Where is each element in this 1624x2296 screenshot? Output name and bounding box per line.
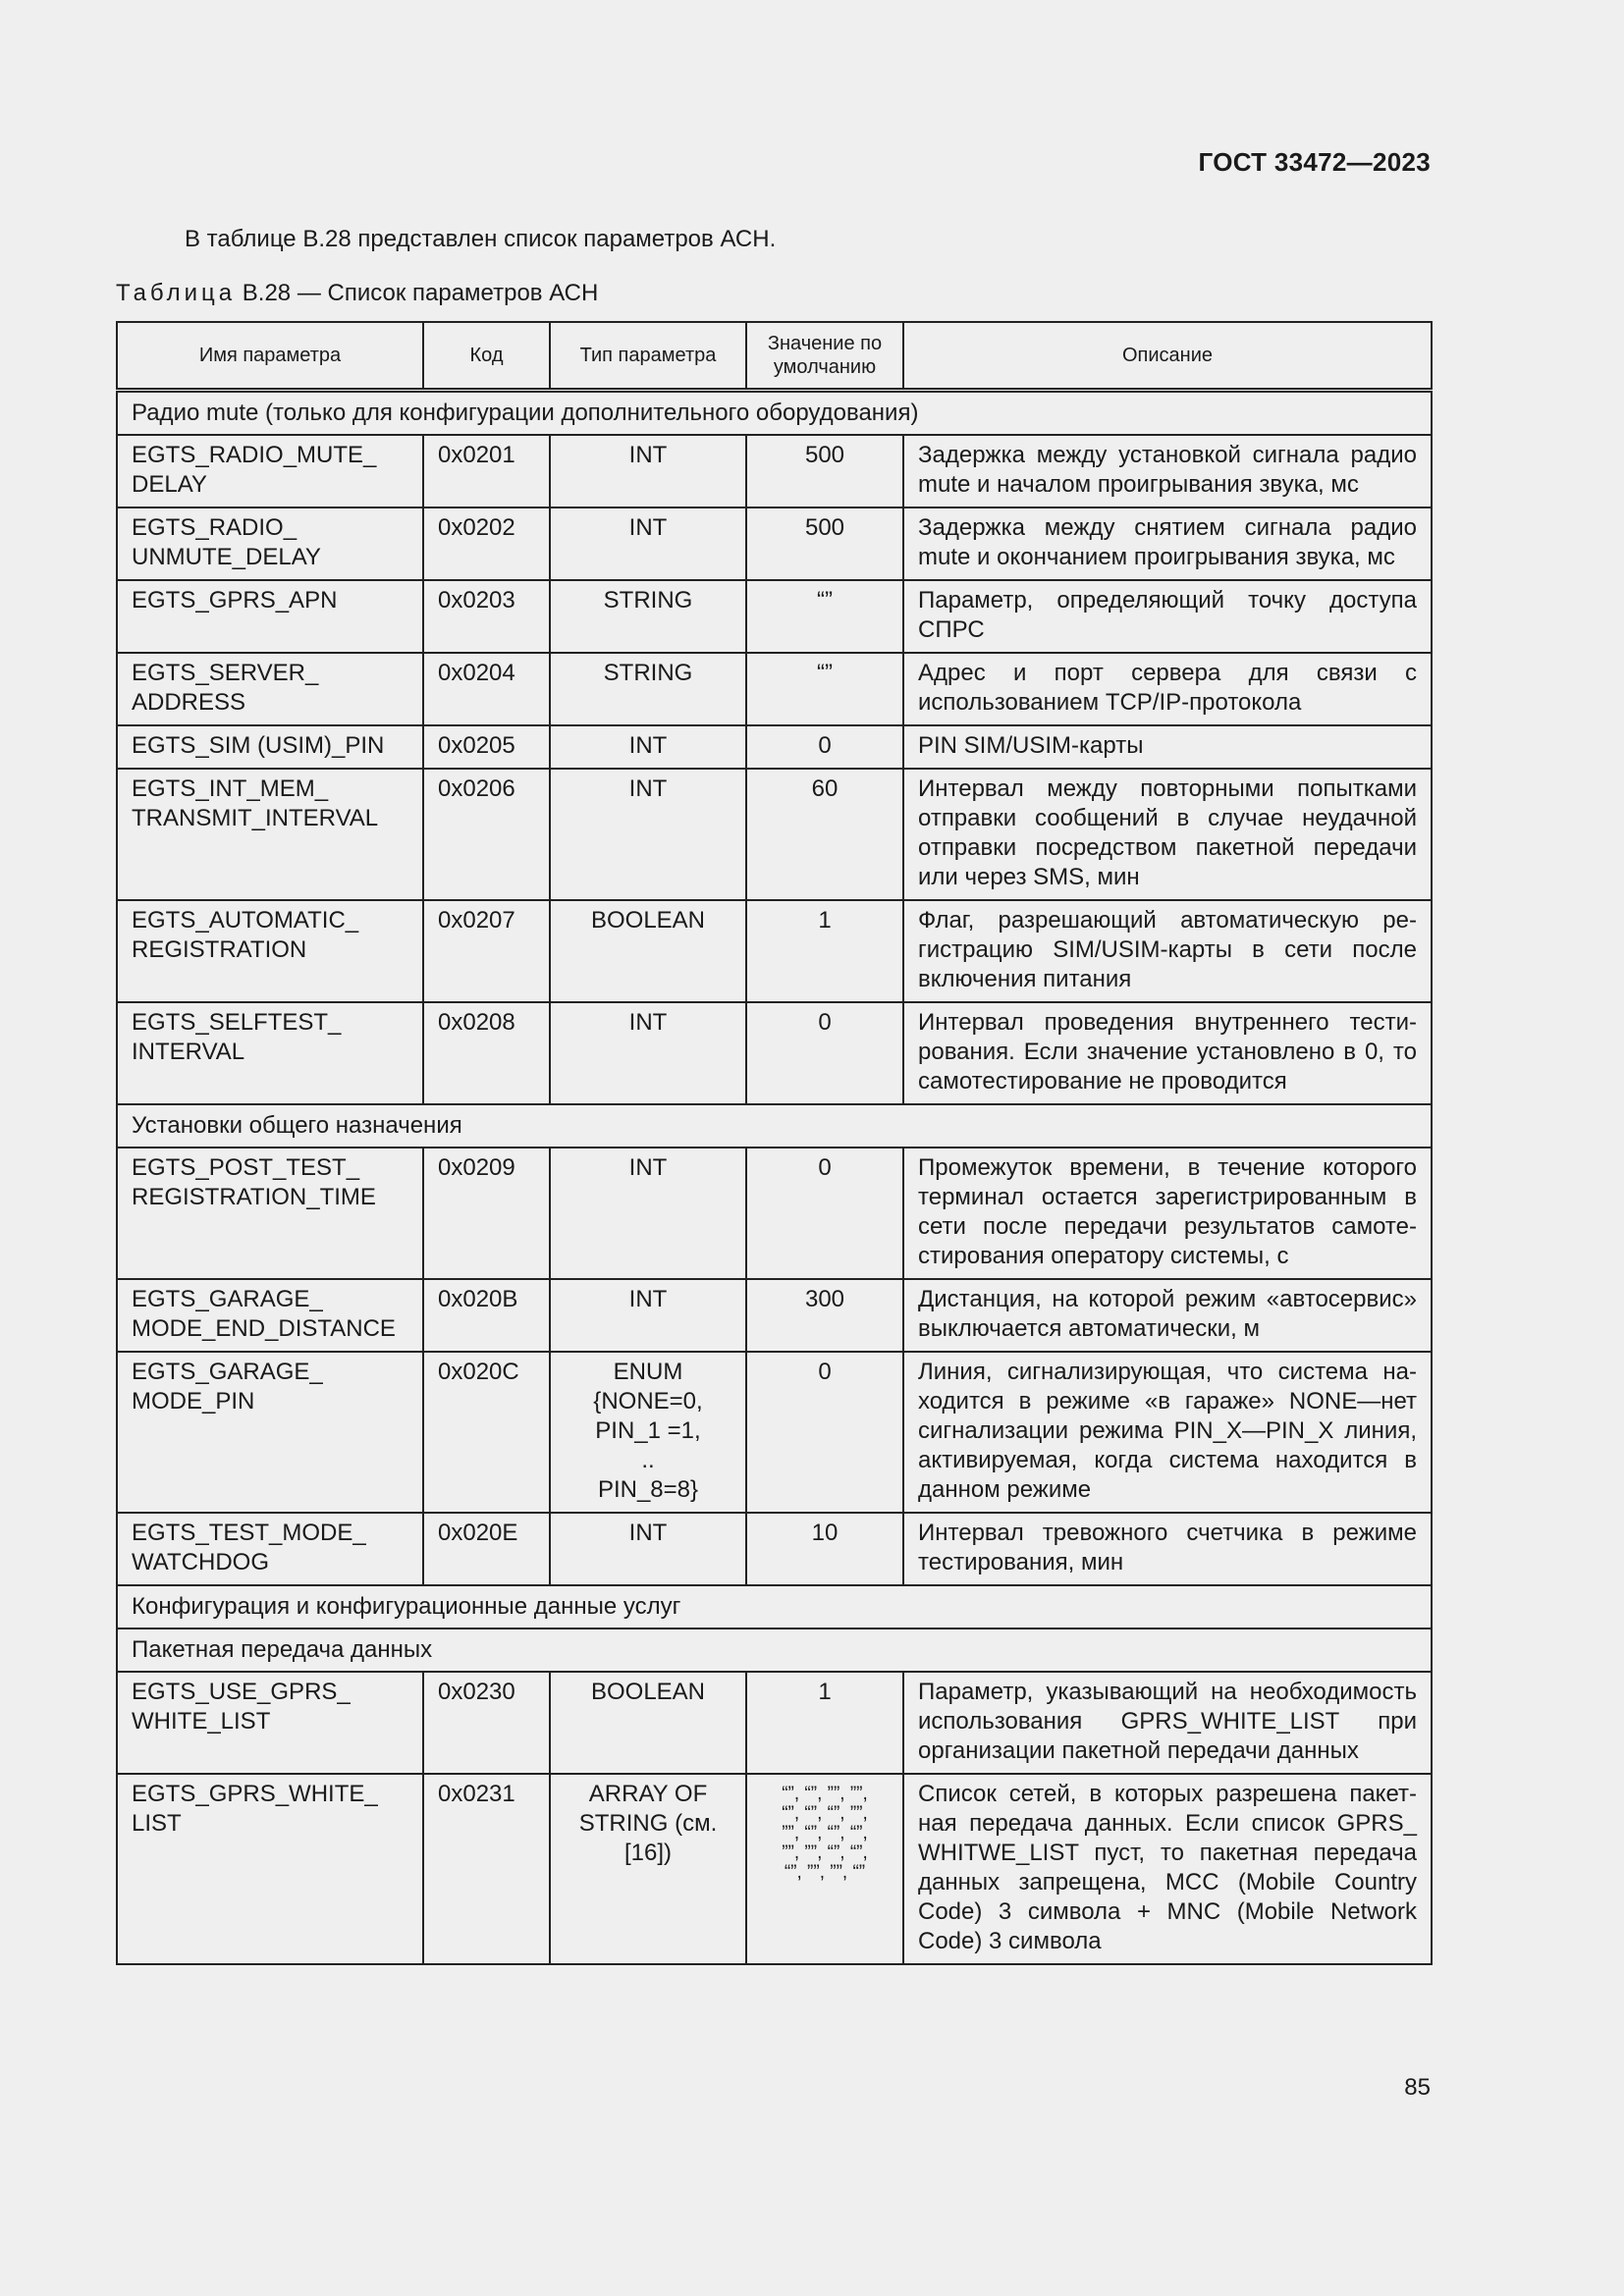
param-description-cell: Линия, сигнализирующая, что система находится в режиме «в гараже» NONE—нет сигнализации режима PIN_X—PIN_X линия, активируемая, когда система находится в данном режиме [903, 1352, 1432, 1513]
param-type-cell: INT [550, 725, 746, 769]
table-row [117, 435, 1432, 507]
param-type-cell: INT [550, 507, 746, 580]
param-type-cell: INT [550, 1279, 746, 1352]
document-standard-header: ГОСТ 33472—2023 [1198, 147, 1431, 177]
section-title: Пакетная передача данных [117, 1629, 1432, 1672]
param-description-cell: Интервал между повторными попытками отправки сообщений в случае неудачной отправки посредством пакетной передачи или через SMS, мин [903, 769, 1432, 900]
param-name-cell: EGTS_RADIO_ UNMUTE_DELAY [117, 507, 423, 580]
param-type-cell: INT [550, 1513, 746, 1585]
table-row [117, 1148, 1432, 1279]
column-header-type: Тип параметра [550, 322, 746, 391]
param-default-cell: 0 [746, 1148, 903, 1279]
param-description-cell: Флаг, разрешающий автоматическую регистрацию SIM/USIM-карты в сети после включения питания [903, 900, 1432, 1002]
param-name-cell: EGTS_USE_GPRS_ WHITE_LIST [117, 1672, 423, 1774]
table-header-row [117, 322, 1432, 391]
param-default-cell: 1 [746, 900, 903, 1002]
param-name-cell: EGTS_AUTOMATIC_ REGISTRATION [117, 900, 423, 1002]
section-title: Установки общего назначения [117, 1104, 1432, 1148]
table-caption [116, 280, 598, 307]
param-code-cell: 0x0208 [423, 1002, 550, 1104]
param-name-cell: EGTS_GPRS_APN [117, 580, 423, 653]
param-description-cell: Интервал проведения внутреннего тестирования. Если значение установлено в 0, то самотестирование не проводится [903, 1002, 1432, 1104]
param-name-cell: EGTS_GARAGE_ MODE_PIN [117, 1352, 423, 1513]
param-code-cell: 0x0207 [423, 900, 550, 1002]
param-description-cell: Параметр, указывающий на необходимость использования GPRS_WHITE_LIST при организации пакетной передачи данных [903, 1672, 1432, 1774]
param-default-cell: “”, “”, ””, ””, “”, “”, “”, ””, ””, “”, “”, “”, ””, ””, “”, “”, “”, ””, ””, “” [746, 1774, 903, 1964]
section-title: Радио mute (только для конфигурации дополнительного оборудования) [117, 391, 1432, 436]
param-default-cell: 500 [746, 507, 903, 580]
param-default-cell: “” [746, 653, 903, 725]
table-section-row [117, 1585, 1432, 1629]
param-code-cell: 0x0230 [423, 1672, 550, 1774]
table-row [117, 769, 1432, 900]
param-code-cell: 0x0231 [423, 1774, 550, 1964]
table-section-row [117, 391, 1432, 436]
table-row [117, 580, 1432, 653]
column-header-name: Имя параметра [117, 322, 423, 391]
param-default-cell: 0 [746, 1002, 903, 1104]
param-type-cell: STRING [550, 580, 746, 653]
parameters-table [116, 321, 1433, 1965]
param-description-cell: Промежуток времени, в течение которого терминал остается зарегистрированным в сети после передачи результатов самотестирования оператору системы, с [903, 1148, 1432, 1279]
param-default-cell: 0 [746, 1352, 903, 1513]
intro-paragraph: В таблице В.28 представлен список параметров АСН. [185, 226, 777, 252]
param-default-cell: 300 [746, 1279, 903, 1352]
param-name-cell: EGTS_SIM (USIM)_PIN [117, 725, 423, 769]
param-name-cell: EGTS_RADIO_MUTE_ DELAY [117, 435, 423, 507]
param-code-cell: 0x0201 [423, 435, 550, 507]
table-row [117, 1774, 1432, 1964]
param-code-cell: 0x0204 [423, 653, 550, 725]
param-type-cell: ENUM {NONE=0, PIN_1 =1, .. PIN_8=8} [550, 1352, 746, 1513]
table-row [117, 1672, 1432, 1774]
param-default-cell: 500 [746, 435, 903, 507]
param-type-cell: INT [550, 769, 746, 900]
param-description-cell: Дистанция, на которой режим «автосервис» выключается автоматически, м [903, 1279, 1432, 1352]
param-name-cell: EGTS_GARAGE_ MODE_END_DISTANCE [117, 1279, 423, 1352]
param-description-cell: Параметр, определяющий точку доступа СПРС [903, 580, 1432, 653]
table-row [117, 1513, 1432, 1585]
table-row [117, 507, 1432, 580]
param-code-cell: 0x020C [423, 1352, 550, 1513]
table-row [117, 1002, 1432, 1104]
param-name-cell: EGTS_POST_TEST_ REGISTRATION_TIME [117, 1148, 423, 1279]
param-code-cell: 0x0209 [423, 1148, 550, 1279]
column-header-default: Значение по умолчанию [746, 322, 903, 391]
page-number: 85 [1404, 2074, 1431, 2101]
param-type-cell: INT [550, 1002, 746, 1104]
param-default-cell: 1 [746, 1672, 903, 1774]
section-title: Конфигурация и конфигурационные данные услуг [117, 1585, 1432, 1629]
param-description-cell: Список сетей, в которых разрешена пакетная передача данных. Если список GPRS_ WHITWE_LIST пуст, то пакетная передача данных запрещена, MCC (Mobile Country Code) 3 символа + MNC (Mobile Network Code) 3 символа [903, 1774, 1432, 1964]
param-name-cell: EGTS_GPRS_WHITE_ LIST [117, 1774, 423, 1964]
param-description-cell: Задержка между снятием сигнала радио mute и окончанием проигрывания звука, мс [903, 507, 1432, 580]
param-type-cell: INT [550, 435, 746, 507]
table-row [117, 725, 1432, 769]
param-name-cell: EGTS_INT_MEM_ TRANSMIT_INTERVAL [117, 769, 423, 900]
param-code-cell: 0x0206 [423, 769, 550, 900]
table-row [117, 1279, 1432, 1352]
param-name-cell: EGTS_SERVER_ ADDRESS [117, 653, 423, 725]
param-type-cell: BOOLEAN [550, 1672, 746, 1774]
param-default-cell: 60 [746, 769, 903, 900]
param-code-cell: 0x020B [423, 1279, 550, 1352]
param-default-cell: 0 [746, 725, 903, 769]
param-type-cell: INT [550, 1148, 746, 1279]
table-row [117, 653, 1432, 725]
param-default-cell: “” [746, 580, 903, 653]
param-type-cell: BOOLEAN [550, 900, 746, 1002]
param-code-cell: 0x020E [423, 1513, 550, 1585]
param-type-cell: STRING [550, 653, 746, 725]
table-caption-text: В.28 — Список параметров АСН [242, 280, 599, 306]
param-description-cell: Задержка между установкой сигнала радио mute и началом проигрывания звука, мс [903, 435, 1432, 507]
param-description-cell: Адрес и порт сервера для связи с использованием TCP/IP-протокола [903, 653, 1432, 725]
param-name-cell: EGTS_SELFTEST_ INTERVAL [117, 1002, 423, 1104]
param-code-cell: 0x0202 [423, 507, 550, 580]
table-caption-label: Таблица [116, 280, 237, 306]
table-section-row [117, 1629, 1432, 1672]
column-header-description: Описание [903, 322, 1432, 391]
column-header-code: Код [423, 322, 550, 391]
param-description-cell: PIN SIM/USIM-карты [903, 725, 1432, 769]
table-section-row [117, 1104, 1432, 1148]
table-body [117, 391, 1432, 1965]
table-row [117, 1352, 1432, 1513]
param-code-cell: 0x0203 [423, 580, 550, 653]
param-type-cell: ARRAY OF STRING (см. [16]) [550, 1774, 746, 1964]
table-row [117, 900, 1432, 1002]
param-description-cell: Интервал тревожного счетчика в режиме тестирования, мин [903, 1513, 1432, 1585]
param-default-cell: 10 [746, 1513, 903, 1585]
param-name-cell: EGTS_TEST_MODE_ WATCHDOG [117, 1513, 423, 1585]
param-code-cell: 0x0205 [423, 725, 550, 769]
